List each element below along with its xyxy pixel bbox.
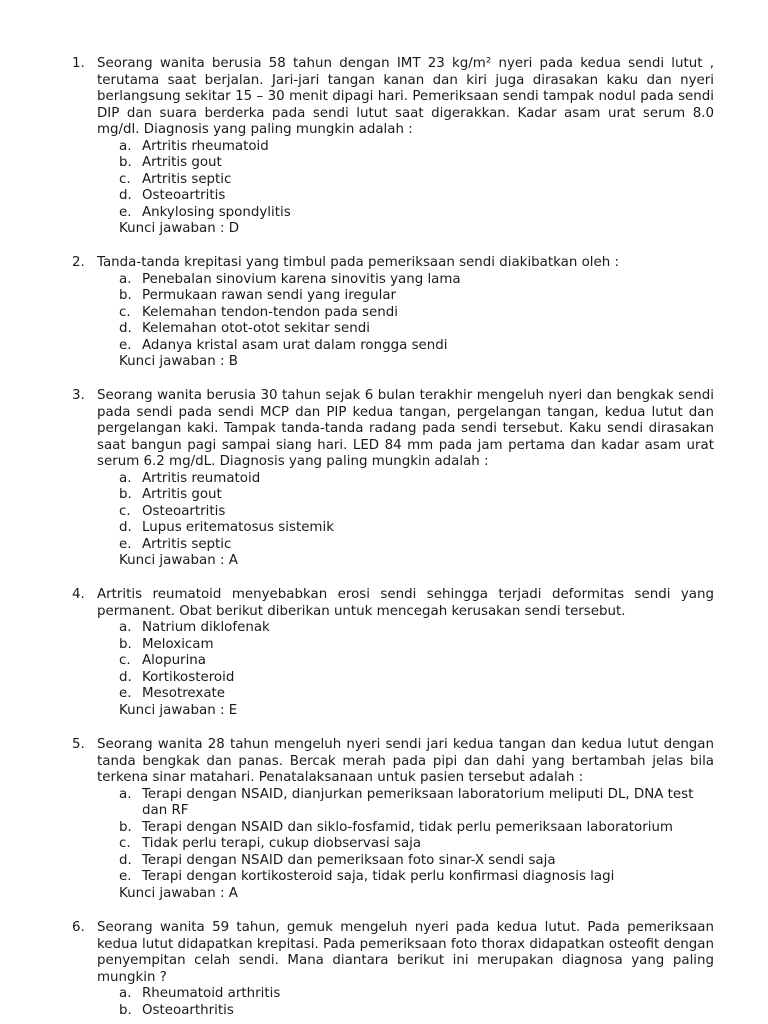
option-letter: a.	[119, 986, 132, 1001]
option-d	[119, 670, 714, 687]
option-letter: e.	[119, 204, 132, 220]
option-text: Mesotrexate	[142, 686, 226, 701]
question-2	[60, 255, 714, 371]
option-d	[119, 520, 714, 537]
option-c	[119, 653, 714, 670]
question-number: 3.	[72, 388, 85, 403]
option-text: Lupus eritematosus sistemik	[142, 520, 334, 535]
option-letter: b.	[119, 636, 132, 652]
option-e	[119, 869, 714, 886]
answer-key: Kunci jawaban : A	[119, 553, 238, 568]
question-text: Seorang wanita berusia 58 tahun dengan IMT 23 kg/m² nyeri pada kedua sendi lutut , terutama saat berjalan. Jari-jari tangan kanan dan kiri juga dirasakan kaku dan nyeri berlangsung sekitar 15 – 30 menit dipagi hari. Pemeriksaan sendi tampak nodul pada sendi DIP dan suara berderka pada sendi lutut saat digerakkan. Kadar asam urat serum 8.0 mg/dl. Diagnosis yang paling mungkin adalah :	[97, 56, 714, 137]
option-letter: e.	[119, 337, 132, 353]
option-list	[60, 620, 714, 703]
option-text: Kortikosteroid	[142, 669, 235, 685]
option-text: Artritis septic	[142, 171, 232, 187]
option-text: Terapi dengan NSAID dan siklo-fosfamid, tidak perlu pemeriksaan laboratorium	[142, 819, 673, 835]
option-text: Osteoartritis	[142, 188, 226, 203]
option-text: Natrium diklofenak	[142, 620, 270, 635]
option-c	[119, 836, 714, 853]
option-d	[119, 188, 714, 205]
question-4	[60, 587, 714, 719]
option-list	[60, 139, 714, 222]
question-number: 4.	[72, 587, 85, 602]
answer-key: Kunci jawaban : B	[119, 354, 238, 369]
option-e	[119, 338, 714, 355]
option-text: Adanya kristal asam urat dalam rongga sendi	[142, 337, 448, 353]
option-letter: b.	[119, 819, 132, 835]
option-text: Terapi dengan NSAID dan pemeriksaan foto sinar-X sendi saja	[142, 852, 556, 868]
option-text: Permukaan rawan sendi yang iregular	[142, 288, 397, 303]
question-number: 2.	[72, 255, 85, 270]
question-5	[60, 737, 714, 902]
option-letter: b.	[119, 288, 132, 303]
option-letter: e.	[119, 686, 132, 701]
option-e	[119, 205, 714, 222]
option-text: Rheumatoid arthritis	[142, 986, 281, 1001]
option-text: Artritis septic	[142, 536, 232, 552]
question-number: 6.	[72, 920, 85, 935]
option-text: Osteoarthritis	[142, 1002, 234, 1018]
answer-key: Kunci jawaban : D	[119, 221, 240, 236]
option-letter: d.	[119, 188, 132, 203]
option-letter: e.	[119, 536, 132, 552]
option-b	[119, 637, 714, 654]
option-text: Osteoartritis	[142, 503, 226, 519]
option-c	[119, 172, 714, 189]
option-b	[119, 1003, 714, 1020]
question-text: Artritis reumatoid menyebabkan erosi sendi sehingga terjadi deformitas sendi yang permanent. Obat berikut diberikan untuk mencegah kerusakan sendi tersebut.	[97, 587, 714, 619]
option-text: Artritis gout	[142, 487, 222, 502]
option-letter: c.	[119, 304, 131, 320]
option-letter: d.	[119, 852, 132, 868]
option-b	[119, 155, 714, 172]
option-text: Penebalan sinovium karena sinovitis yang lama	[142, 271, 461, 287]
option-e	[119, 686, 714, 703]
option-b	[119, 487, 714, 504]
option-d	[119, 853, 714, 870]
option-list	[60, 272, 714, 355]
option-letter: d.	[119, 520, 132, 535]
option-list	[60, 986, 714, 1019]
option-letter: c.	[119, 171, 131, 187]
option-d	[119, 321, 714, 338]
option-list	[60, 787, 714, 886]
option-letter: c.	[119, 653, 131, 668]
option-a	[119, 272, 714, 289]
question-text: Seorang wanita berusia 30 tahun sejak 6 bulan terakhir mengeluh nyeri dan bengkak sendi pada sendi pada sendi MCP dan PIP kedua tangan, pergelangan tangan, kedua lutut dan pergelangan kaki. Tampak tanda-tanda radang pada sendi tersebut. Kaku sendi dirasakan saat bangun pagi sampai siang hari. LED 84 mm pada jam pertama dan kadar asam urat serum 6.2 mg/dL. Diagnosis yang paling mungkin adalah :	[97, 388, 714, 469]
option-b	[119, 288, 714, 305]
option-letter: a.	[119, 271, 132, 287]
option-a	[119, 139, 714, 156]
option-a	[119, 986, 714, 1003]
option-letter: e.	[119, 869, 132, 884]
question-text: Seorang wanita 59 tahun, gemuk mengeluh nyeri pada kedua lutut. Pada pemeriksaan kedua lutut didapatkan krepitasi. Pada pemeriksaan foto thorax didapatkan osteofit dengan penyempitan celah sendi. Mana diantara berikut ini merupakan diagnosa yang paling mungkin ?	[97, 920, 714, 985]
option-a	[119, 471, 714, 488]
question-text: Tanda-tanda krepitasi yang timbul pada pemeriksaan sendi diakibatkan oleh :	[97, 255, 619, 270]
option-letter: c.	[119, 503, 131, 519]
option-letter: d.	[119, 321, 132, 336]
option-letter: a.	[119, 620, 132, 635]
option-text: Meloxicam	[142, 636, 214, 652]
option-text: Kelemahan otot-otot sekitar sendi	[142, 321, 370, 336]
option-text: Artritis reumatoid	[142, 470, 261, 486]
option-text: Artritis gout	[142, 155, 222, 170]
option-b	[119, 820, 714, 837]
question-3	[60, 388, 714, 570]
option-letter: a.	[119, 786, 132, 802]
option-e	[119, 537, 714, 554]
question-text: Seorang wanita 28 tahun mengeluh nyeri sendi jari kedua tangan dan kedua lutut dengan tanda bengkak dan panas. Bercak merah pada pipi dan dahi yang bertambah jelas bila terkena sinar matahari. Penatalaksanaan untuk pasien tersebut adalah :	[97, 737, 714, 785]
option-c	[119, 305, 714, 322]
option-letter: b.	[119, 1002, 132, 1018]
option-letter: a.	[119, 138, 132, 154]
option-a	[119, 787, 714, 820]
option-text: Terapi dengan kortikosteroid saja, tidak perlu konfirmasi diagnosis lagi	[142, 869, 615, 884]
question-1	[60, 56, 714, 238]
option-text: Alopurina	[142, 653, 206, 668]
option-letter: c.	[119, 836, 131, 851]
option-text: Artritis rheumatoid	[142, 138, 269, 154]
option-text: Ankylosing spondylitis	[142, 204, 291, 220]
answer-key: Kunci jawaban : A	[119, 885, 238, 901]
option-letter: a.	[119, 470, 132, 486]
option-text: Terapi dengan NSAID, dianjurkan pemeriksaan laboratorium meliputi DL, DNA test dan RF	[142, 786, 694, 818]
option-text: Tidak perlu terapi, cukup diobservasi saja	[142, 836, 422, 851]
question-number: 5.	[72, 737, 85, 752]
option-c	[119, 504, 714, 521]
option-a	[119, 620, 714, 637]
option-letter: d.	[119, 669, 132, 685]
option-letter: b.	[119, 155, 132, 170]
question-6	[60, 920, 714, 1019]
option-list	[60, 471, 714, 554]
option-letter: b.	[119, 487, 132, 502]
answer-key: Kunci jawaban : E	[119, 702, 238, 718]
question-number: 1.	[72, 56, 85, 71]
option-text: Kelemahan tendon-tendon pada sendi	[142, 304, 398, 320]
